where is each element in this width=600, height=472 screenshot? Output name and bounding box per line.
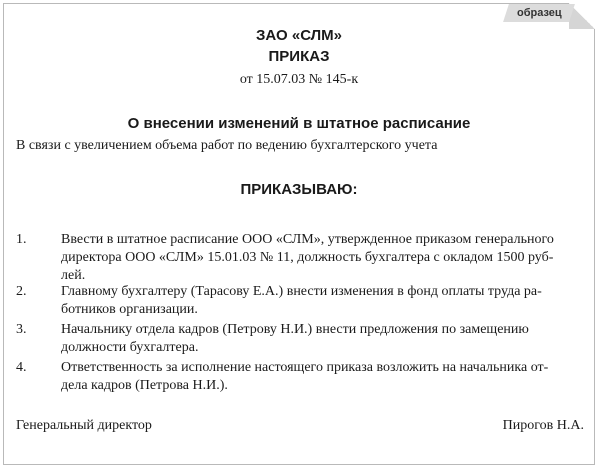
orders-heading: ПРИКАЗЫВАЮ: xyxy=(240,181,358,198)
company-name: ЗАО «СЛМ» xyxy=(255,27,343,44)
order-item-text xyxy=(61,283,581,319)
document-date-number: от 15.07.03 № 145-к xyxy=(239,72,359,87)
order-item-number: 4. xyxy=(16,360,27,375)
order-item-number: 2. xyxy=(16,284,27,299)
signature-position: Генеральный директор xyxy=(16,418,152,433)
signature-name: Пирогов Н.А. xyxy=(502,418,584,433)
order-item-number: 3. xyxy=(16,322,27,337)
order-item-line: директора ООО «СЛМ» 15.01.03 № 11, должность бухгалтера с окладом 1500 руб- xyxy=(61,250,554,265)
document-type: ПРИКАЗ xyxy=(268,48,330,65)
order-item-line: Главному бухгалтеру (Тарасову Е.А.) внести изменения в фонд оплаты труда ра- xyxy=(61,284,542,299)
order-item-text xyxy=(61,231,581,285)
order-item-line: должности бухгалтера. xyxy=(61,340,199,355)
sample-stamp xyxy=(503,4,575,22)
order-item-number: 1. xyxy=(16,232,27,247)
order-item-line: дела кадров (Петрова Н.И.). xyxy=(61,378,228,393)
document-subject: О внесении изменений в штатное расписание xyxy=(127,115,471,132)
document-reason: В связи с увеличением объема работ по ведению бухгалтерского учета xyxy=(16,138,438,153)
order-item-text xyxy=(61,359,581,395)
order-item-line: ботников организации. xyxy=(61,302,198,317)
sample-stamp-label: образец xyxy=(516,7,562,19)
order-item-text xyxy=(61,321,581,357)
order-item-line: лей. xyxy=(61,268,86,283)
order-item-line: Ответственность за исполнение настоящего приказа возложить на начальника от- xyxy=(61,360,549,375)
document-sheet xyxy=(3,3,595,465)
order-item-line: Начальнику отдела кадров (Петрову Н.И.) внести предложения по замещению xyxy=(61,322,529,337)
order-item-line: Ввести в штатное расписание ООО «СЛМ», утвержденное приказом генерального xyxy=(61,232,554,247)
